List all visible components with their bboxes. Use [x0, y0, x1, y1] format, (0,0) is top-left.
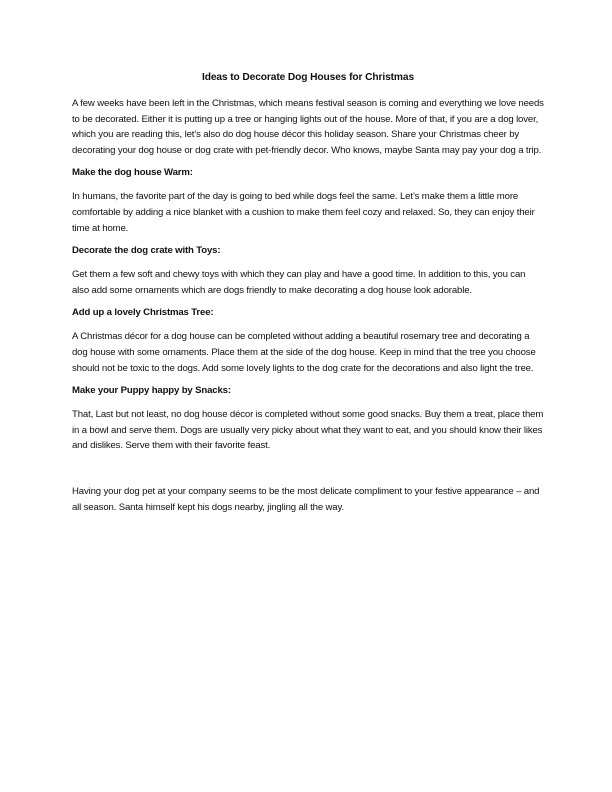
section-body-warm: In humans, the favorite part of the day is going to bed while dogs feel the same. Let’s make them a little more comfortable by adding a nice blanket with a cushion to make them feel cozy and relaxed. So, they can enjoy their time at home. — [72, 191, 535, 234]
closing-paragraph: Having your dog pet at your company seems to be the most delicate compliment to your festive appearance – and all season. Santa himself kept his dogs nearby, jingling all the way. — [72, 485, 540, 513]
document-body — [72, 71, 544, 523]
section-heading-warm: Make the dog house Warm: — [72, 167, 193, 179]
section-body-snacks: That, Last but not least, no dog house décor is completed without some good snacks. Buy them a treat, place them in a bowl and serve them. Dogs are usually very picky about what they want to eat, and you should know their likes and dislikes. Serve them with their favorite feast. — [72, 409, 544, 452]
section-body-tree: A Christmas décor for a dog house can be completed without adding a beautiful rosemary tree and decorating a dog house with some ornaments. Place them at the side of the dog house. Keep in mind that the tree you choose should not be toxic to the dogs. Add some lovely lights to the dog crate for the decorations and also light the tree. — [72, 331, 536, 374]
section-heading-snacks: Make your Puppy happy by Snacks: — [72, 385, 231, 397]
intro-paragraph: A few weeks have been left in the Christmas, which means festival season is coming and everything we love needs to be decorated. Either it is putting up a tree or hanging lights out of the house. More of that, if you are a dog lover, which you are reading this, let’s also do dog house décor this holiday season. Share your Christmas cheer by decorating your dog house or dog crate with pet-friendly decor. Who knows, maybe Santa may pay your dog a trip. — [72, 98, 544, 156]
blank-line — [72, 462, 544, 484]
section-heading-toys: Decorate the dog crate with Toys: — [72, 245, 221, 257]
document-title: Ideas to Decorate Dog Houses for Christmas — [201, 72, 415, 83]
section-body-toys: Get them a few soft and chewy toys with which they can play and have a good time. In addition to this, you can also add some ornaments which are dogs friendly to make decorating a dog house look adorable. — [72, 269, 526, 296]
section-heading-tree: Add up a lovely Christmas Tree: — [72, 307, 214, 319]
